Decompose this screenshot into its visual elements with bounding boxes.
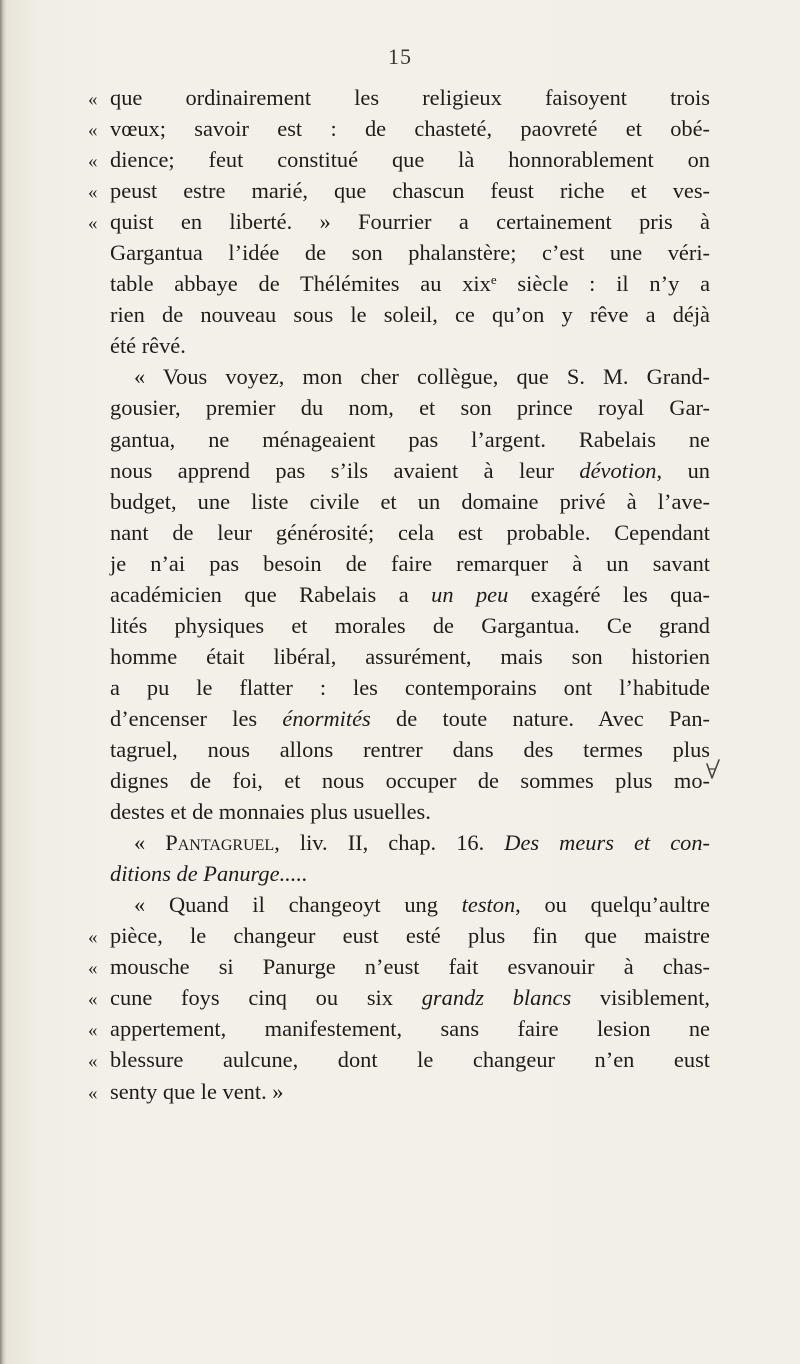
text-line: tagruel, nous allons rentrer dans des termes plus [110,736,710,762]
text-line: académicien que Rabelais a un peu exagéré les qua- [110,581,710,607]
page-binding-edge [0,0,6,1364]
citation-line: ditions de Panurge..... [110,861,308,887]
quote-line: « Quand il changeoyt ung teston, ou quelqu’aultre [134,892,710,918]
quote-line: «cune foys cinq ou six grandz blancs visiblement, [88,985,711,1011]
quote-line: «senty que le vent. » [88,1078,284,1104]
text-line: Gargantua l’idée de son phalanstère; c’est une véri- [110,240,710,266]
quote-line: «pièce, le changeur eust esté plus fin que maistre [88,923,710,949]
text-line: a pu le flatter : les contemporains ont l’habitude [110,674,710,700]
text-line: gantua, ne ménageaient pas l’argent. Rabelais ne [110,426,710,452]
quote-line: «appertement, manifestement, sans faire lesion ne [88,1016,710,1042]
text-line: nant de leur générosité; cela est probable. Cependant [110,519,710,545]
quote-line: «mousche si Panurge n’eust fait esvanouir à chas- [88,954,710,980]
text-block [88,82,711,1107]
text-line: nous apprend pas s’ils avaient à leur dévotion, un [110,457,710,483]
text-line: gousier, premier du nom, et son prince royal Gar- [110,395,710,421]
text-line: d’encenser les énormités de toute nature. Avec Pan- [110,705,710,731]
citation-line: « Pantagruel, liv. II, chap. 16. Des meurs et con- [134,830,710,856]
text-line: lités physiques et morales de Gargantua. Ce grand [110,612,710,638]
page-number: 15 [388,44,412,69]
text-line: été rêvé. [110,333,186,359]
pencil-check-mark-icon [706,758,720,780]
text-line: «quist en liberté. » Fourrier a certainement pris à [88,209,710,235]
text-line: «que ordinairement les religieux faisoyent trois [88,85,710,110]
text-line: «vœux; savoir est : de chasteté, paovreté et obé- [88,116,710,142]
quote-line: «blessure aulcune, dont le changeur n’en eust [88,1047,710,1073]
text-line: homme était libéral, assurément, mais son historien [110,643,710,669]
text-line: rien de nouveau sous le soleil, ce qu’on y rêve a déjà [110,302,710,328]
text-line: destes et de monnaies plus usuelles. [110,799,431,825]
text-line: table abbaye de Thélémites au xix$^e$ siècle : il n’y a [110,271,711,297]
text-line: dignes de foi, et nous occuper de sommes plus mo- [110,768,710,794]
text-line: je n’ai pas besoin de faire remarquer à un savant [110,550,710,576]
text-line: « Vous voyez, mon cher collègue, que S. M. Grand- [134,364,710,390]
text-line: budget, une liste civile et un domaine privé à l’ave- [110,488,710,514]
text-line: «peust estre marié, que chascun feust riche et ves- [88,178,710,204]
text-line: «dience; feut constitué que là honnorablement on [88,147,710,173]
